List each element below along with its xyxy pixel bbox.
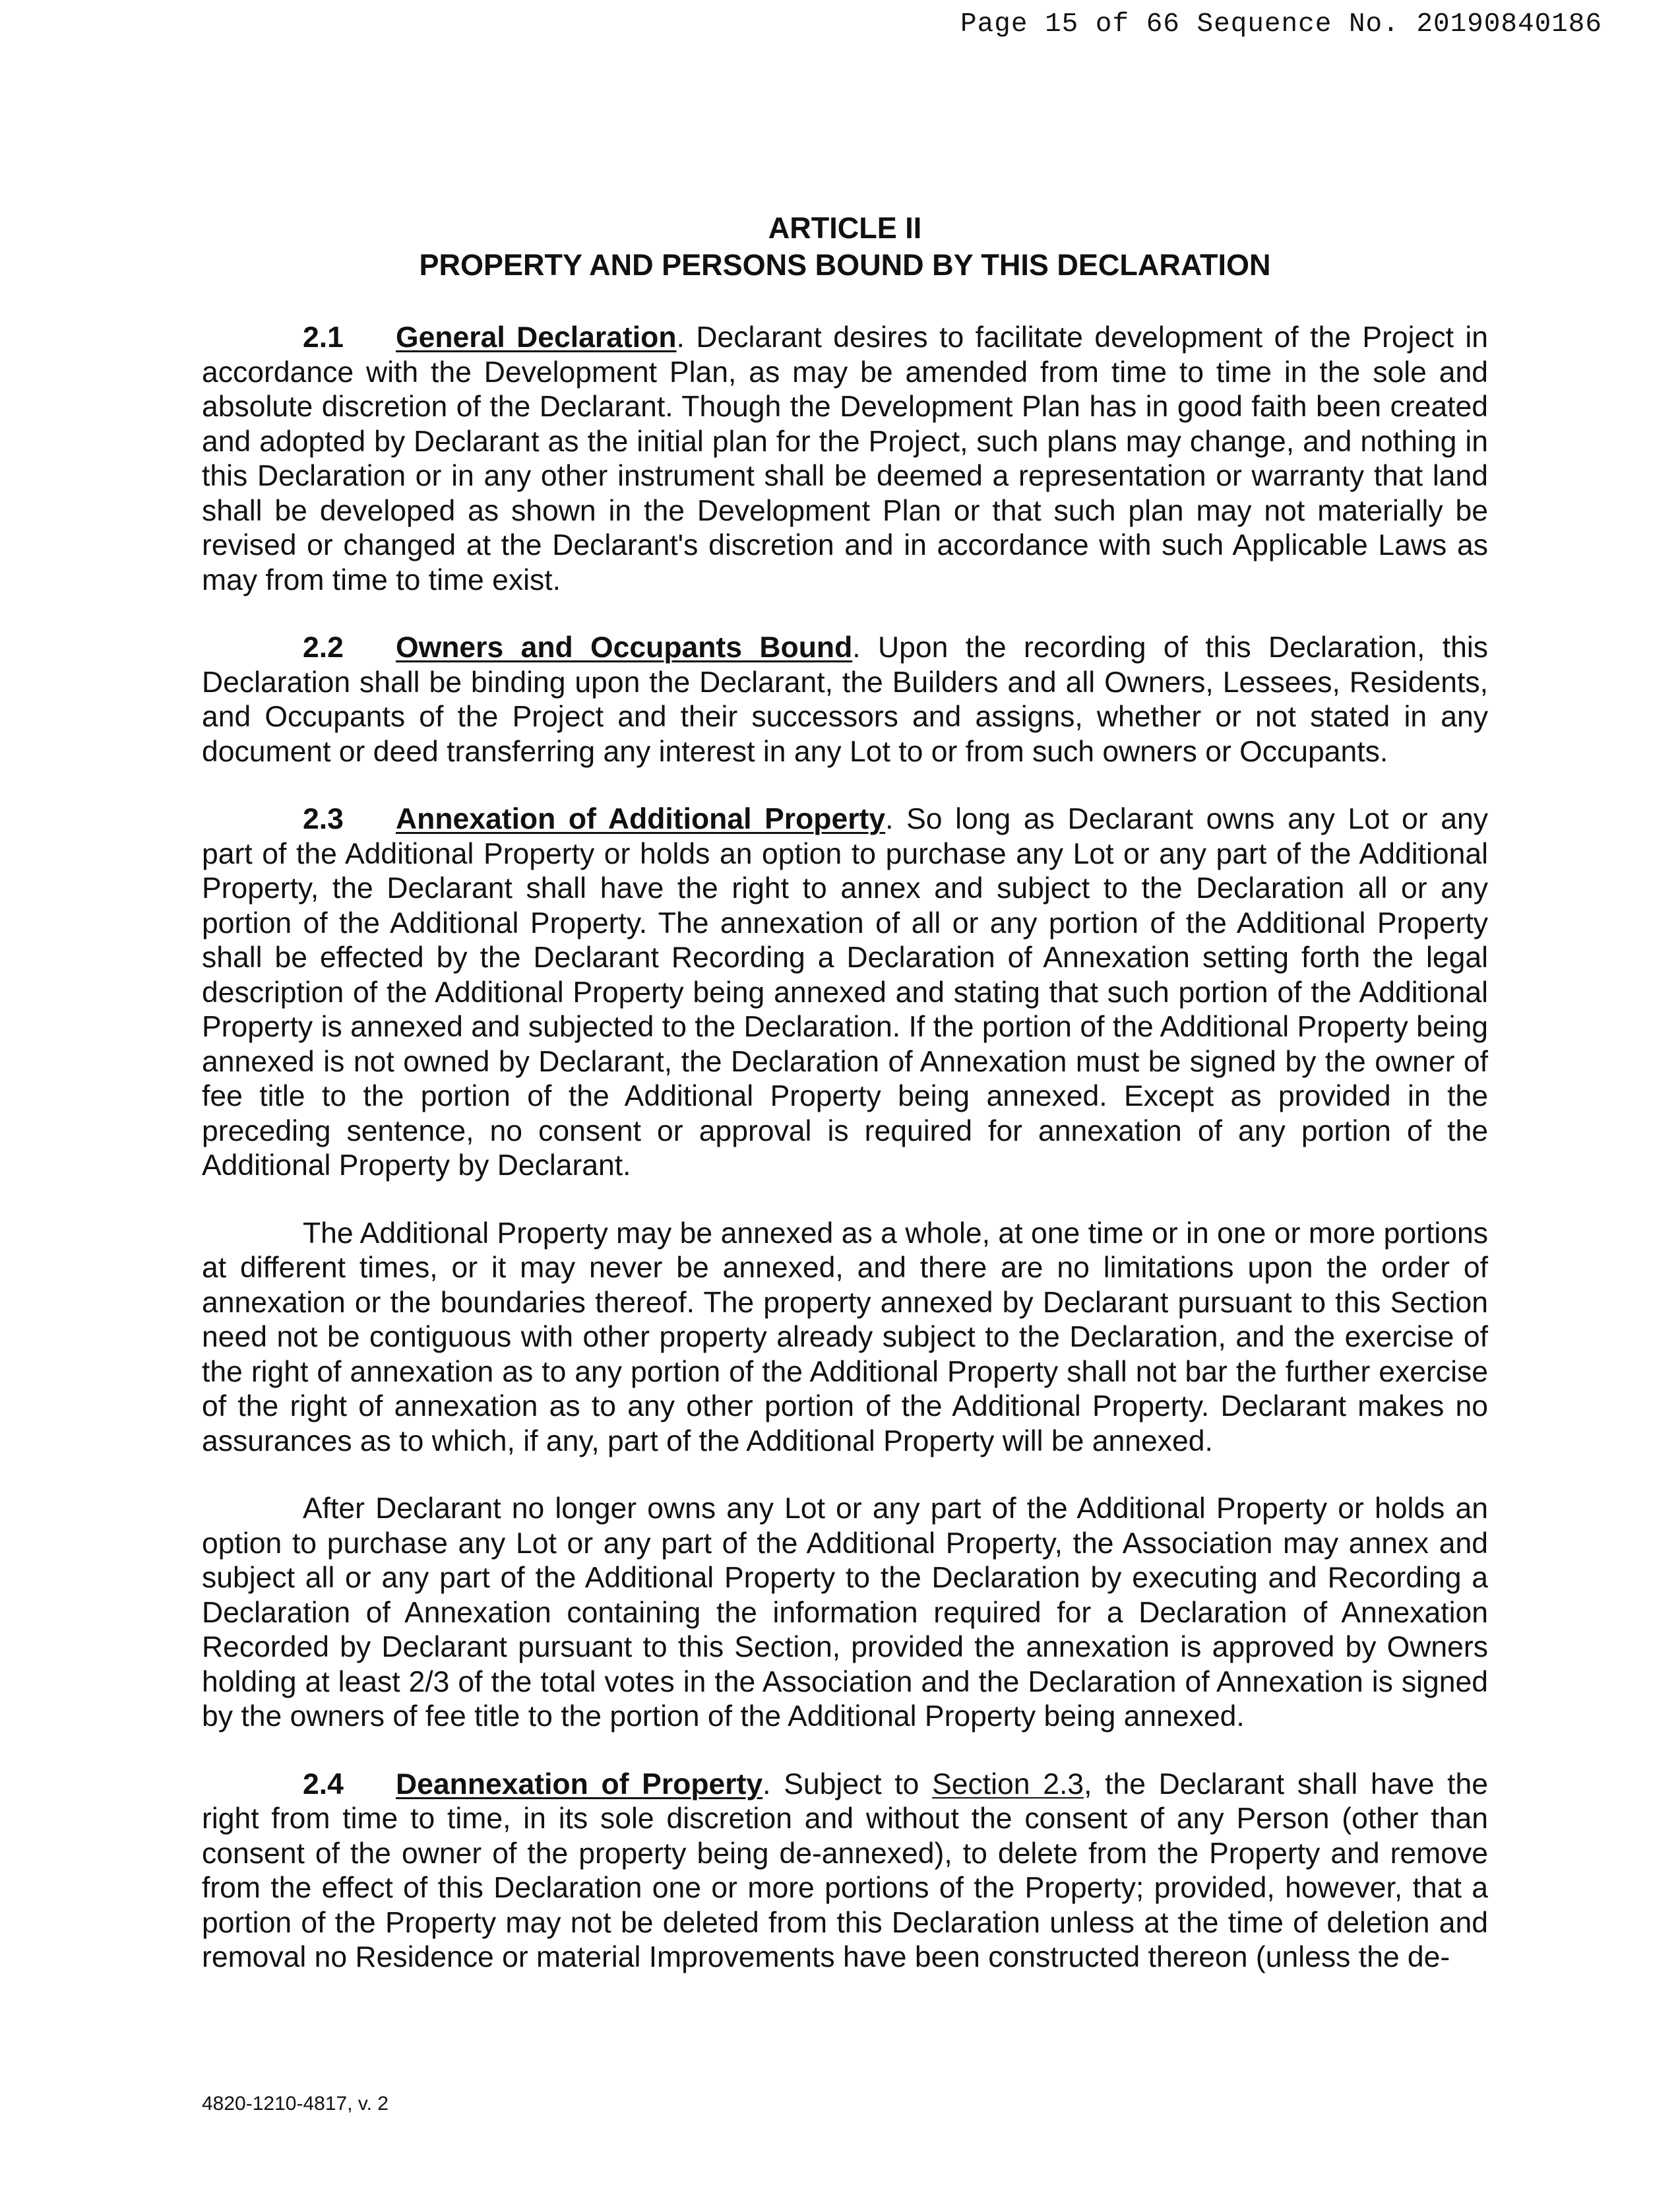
- document-page: [202, 210, 1488, 2008]
- section-number: 2.3: [303, 803, 344, 835]
- section-title: Annexation of Additional Property: [396, 803, 886, 835]
- section-title: General Declaration: [396, 321, 677, 354]
- article-number: ARTICLE II: [768, 211, 922, 245]
- section-body: , the Declarant shall have the right from time to time, in its sole discretion and without the consent of any Person (other than consent of the owner of the property being de-annexed), to delete from the Property and remove from the effect of this Declaration one or more portions of the Property; provided, however, that a portion of the Property may not be deleted from this Declaration unless at the time of deletion and removal no Residence or material Improvements have been constructed thereon (unless the de-: [202, 1768, 1488, 1973]
- section-number: 2.1: [303, 321, 344, 354]
- section-2-3-paragraph-3: [202, 1492, 1488, 1735]
- article-title: PROPERTY AND PERSONS BOUND BY THIS DECLARATION: [419, 248, 1271, 282]
- section-title: Deannexation of Property: [396, 1768, 763, 1801]
- paragraph-text: After Declarant no longer owns any Lot or any part of the Additional Property or holds an option to purchase any Lot or any part of the Additional Property, the Association may annex and subject all or any part of the Additional Property to the Declaration by executing and Recording a Declaration of Annexation containing the information required for a Declaration of Annexation Recorded by Declarant pursuant to this Section, provided the annexation is approved by Owners holding at least 2/3 of the total votes in the Association and the Declaration of Annexation is signed by the owners of fee title to the portion of the Additional Property being annexed.: [202, 1492, 1488, 1733]
- section-body: Declarant desires to facilitate development of the Project in accordance with the Development Plan, as may be amended from time to time in the sole and absolute discretion of the Declarant. Though the Development Plan has in good faith been created and adopted by Declarant as the initial plan for the Project, such plans may change, and nothing in this Declaration or in any other instrument shall be deemed a representation or warranty that land shall be developed as shown in the Development Plan or that such plan may not materially be revised or changed at the Declarant's discretion and in accordance with such Applicable Laws as may from time to time exist.: [202, 321, 1489, 596]
- section-2-3: 2.3 Annexation of Additional Property. So long as Declarant owns any Lot or any part of the Additional Property or holds an option to purchase any Lot or any part of the Additional Property, the Declarant shall have the right to annex and subject to the Declaration all or any portion of the Additional Property. The annexation of all or any portion of the Additional Property shall be effected by the Declarant Recording a Declaration of Annexation setting forth the legal description of the Additional Property being annexed and stating that such portion of the Additional Property is annexed and subjected to the Declaration. If the portion of the Additional Property being annexed is not owned by Declarant, the Declaration of Annexation must be signed by the owner of fee title to the portion of the Additional Property being annexed. Except as provided in the preceding sentence, no consent or approval is required for annexation of any portion of the Additional Property by Declarant.: [202, 803, 1488, 1182]
- section-2-1: 2.1 General Declaration. Declarant desires to facilitate development of the Project in accordance with the Development Plan, as may be amended from time to time in the sole and absolute discretion of the Declarant. Though the Development Plan has in good faith been created and adopted by Declarant as the initial plan for the Project, such plans may change, and nothing in this Declaration or in any other instrument shall be deemed a representation or warranty that land shall be developed as shown in the Development Plan or that such plan may not materially be revised or changed at the Declarant's discretion and in accordance with such Applicable Laws as may from time to time exist.: [202, 321, 1489, 596]
- section-2-4: 2.4 Deannexation of Property. Subject to Section 2.3, the Declarant shall have the right from time to time, in its sole discretion and without the consent of any Person (other than consent of the owner of the property being de-annexed), to delete from the Property and remove from the effect of this Declaration one or more portions of the Property; provided, however, that a portion of the Property may not be deleted from this Declaration unless at the time of deletion and removal no Residence or material Improvements have been constructed thereon (unless the de-: [202, 1768, 1488, 1973]
- section-2-2: 2.2 Owners and Occupants Bound. Upon the recording of this Declaration, this Declaration shall be binding upon the Declarant, the Builders and all Owners, Lessees, Residents, and Occupants of the Project and their successors and assigns, whether or not stated in any document or deed transferring any interest in any Lot to or from such owners or Occupants.: [202, 631, 1488, 768]
- section-body: Upon the recording of this Declaration, this Declaration shall be binding upon the Declarant, the Builders and all Owners, Lessees, Residents, and Occupants of the Project and their successors and assigns, whether or not stated in any document or deed transferring any interest in any Lot to or from such owners or Occupants.: [202, 631, 1488, 768]
- document-number-footer: 4820-1210-4817, v. 2: [202, 2093, 389, 2115]
- section-number: 2.2: [303, 631, 344, 664]
- article-heading: [202, 210, 1488, 284]
- section-number: 2.4: [303, 1768, 344, 1801]
- recording-page-stamp: Page 15 of 66 Sequence No. 20190840186: [960, 9, 1602, 40]
- section-2-3-paragraph-2: [202, 1217, 1488, 1459]
- section-title: Owners and Occupants Bound: [396, 631, 853, 664]
- paragraph-text: The Additional Property may be annexed as a whole, at one time or in one or more portions at different times, or it may never be annexed, and there are no limitations upon the order of annexation or the boundaries thereof. The property annexed by Declarant pursuant to this Section need not be contiguous with other property already subject to the Declaration, and the exercise of the right of annexation as to any portion of the Additional Property shall not bar the further exercise of the right of annexation as to any other portion of the Additional Property. Declarant makes no assurances as to which, if any, part of the Additional Property will be annexed.: [202, 1217, 1488, 1457]
- section-cross-reference: Section 2.3: [932, 1768, 1084, 1801]
- section-body: So long as Declarant owns any Lot or any part of the Additional Property or holds an option to purchase any Lot or any part of the Additional Property, the Declarant shall have the right to annex and subject to the Declaration all or any portion of the Additional Property. The annexation of all or any portion of the Additional Property shall be effected by the Declarant Recording a Declaration of Annexation setting forth the legal description of the Additional Property being annexed and stating that such portion of the Additional Property is annexed and subjected to the Declaration. If the portion of the Additional Property being annexed is not owned by Declarant, the Declaration of Annexation must be signed by the owner of fee title to the portion of the Additional Property being annexed. Except as provided in the preceding sentence, no consent or approval is required for annexation of any portion of the Additional Property by Declarant.: [202, 803, 1488, 1182]
